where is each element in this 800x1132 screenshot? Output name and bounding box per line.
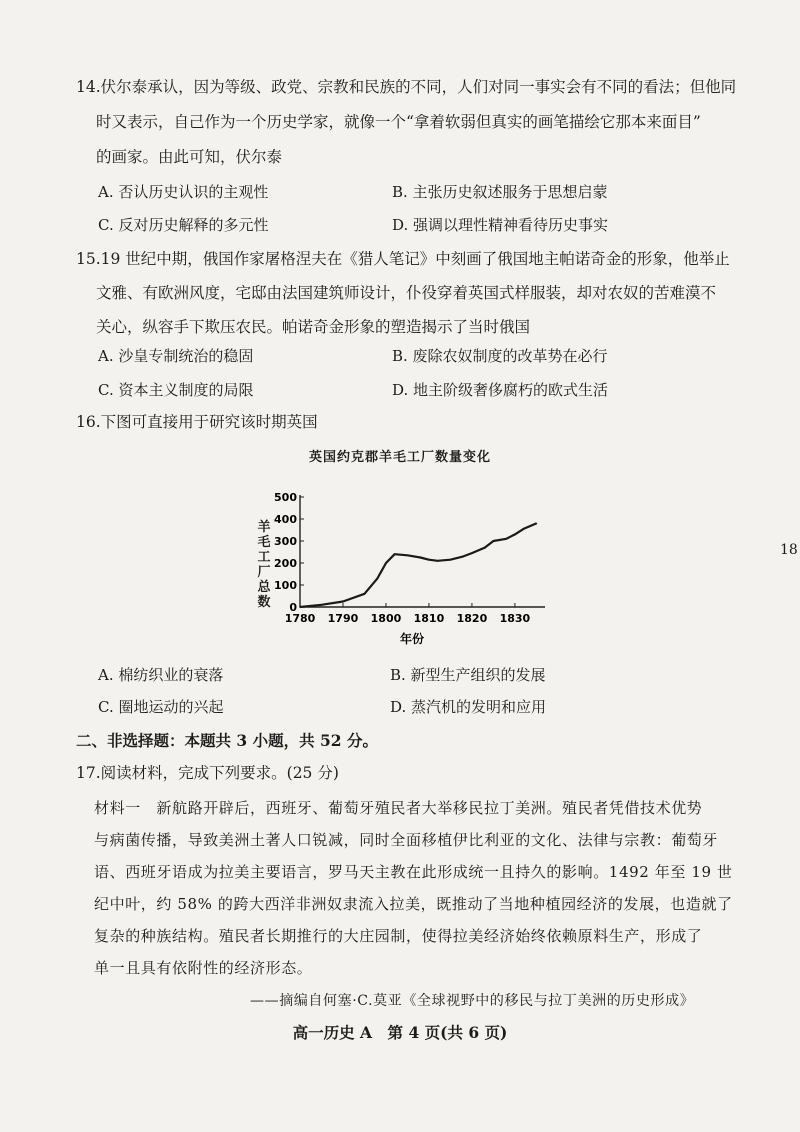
chart-y-tick-label: 200 [274,557,297,570]
chart-data-point [471,552,473,554]
chart-x-tick-label: 1810 [413,612,445,625]
wool-factory-chart [270,485,570,645]
q16-option-c: C. 圈地运动的兴起 [98,698,224,716]
q15-line-3: 关心，纵容手下欺压农民。帕诺奇金形象的塑造揭示了当时俄国 [96,318,531,336]
q17-material-line-1: 材料一 新航路开辟后，西班牙、葡萄牙殖民者大举移民拉丁美洲。殖民者凭借技术优势 [94,799,703,817]
chart-y-tick-label: 500 [274,491,297,504]
q16-stem: 16.下图可直接用于研究该时期英国 [76,413,318,431]
q14-line-3: 的画家。由此可知，伏尔泰 [96,148,283,166]
chart-y-tick-label: 300 [274,535,297,548]
chart-data-point [514,534,516,536]
chart-data-point [420,557,422,559]
chart-data-point [299,606,301,608]
chart-data-point [536,523,538,525]
chart-y-tick-label: 0 [289,601,297,614]
q14-line-1: 14.伏尔泰承认，因为等级、政党、宗教和民族的不同，人们对同一事实会有不同的看法；但他同 [76,78,737,96]
q17-material-line-6: 单一且具有依附性的经济形态。 [94,959,313,977]
chart-x-ticks [285,603,531,625]
chart-data-point [377,578,379,580]
chart-title: 英国约克郡羊毛工厂数量变化 [308,450,491,465]
chart-data-point [450,559,452,561]
chart-data-point [364,593,366,595]
chart-data-point [463,556,465,558]
q15-line-1: 15.19 世纪中期，俄国作家屠格涅夫在《猎人笔记》中刻画了俄国地主帕诺奇金的形象，他举止 [76,250,730,268]
q16-option-a: A. 棉纺织业的衰落 [98,666,224,684]
q15-option-b: B. 废除农奴制度的改革势在必行 [392,347,608,365]
q14-option-a: A. 否认历史认识的主观性 [98,183,269,201]
chart-y-tick-label: 100 [274,579,297,592]
chart-x-tick-label: 1790 [327,612,359,625]
chart-y-label: 羊毛工厂总数 [257,520,271,610]
chart-x-tick-label: 1800 [370,612,402,625]
q16-option-d: D. 蒸汽机的发明和应用 [390,698,547,716]
chart-data-point [407,555,409,557]
chart-series-line [300,523,536,607]
q14-option-d: D. 强调以理性精神看待历史事实 [392,216,609,234]
q14-option-b: B. 主张历史叙述服务于思想启蒙 [392,183,608,201]
q17-source: ——摘编自何塞·C.莫亚《全球视野中的移民与拉丁美洲的历史形成》 [250,993,695,1009]
margin-mark: 18 [780,542,798,558]
chart-x-label: 年份 [399,632,425,645]
q15-option-a: A. 沙皇专制统治的稳固 [98,347,254,365]
chart-x-tick-label: 1830 [499,612,531,625]
chart-x-tick-label: 1820 [456,612,488,625]
chart-axes [300,495,545,607]
q17-material-line-5: 复杂的种族结构。殖民者长期推行的大庄园制，使得拉美经济始终依赖原料生产，形成了 [94,927,703,945]
chart-data-point [506,538,508,540]
chart-data-point [321,604,323,606]
chart-data-point [385,562,387,564]
q17-stem: 17.阅读材料，完成下列要求。(25 分) [76,764,339,782]
section-2-heading: 二、非选择题：本题共 3 小题，共 52 分。 [76,731,378,750]
q15-line-2: 文雅、有欧洲风度，宅邸由法国建筑师设计，仆役穿着英国式样服装，却对农奴的苦难漠不 [96,284,717,302]
q14-option-c: C. 反对历史解释的多元性 [98,216,269,234]
chart-y-tick-label: 400 [274,513,297,526]
q17-material-line-3: 语、西班牙语成为拉美主要语言，罗马天主教在此形成统一且持久的影响。1492 年至 19 世 [94,863,733,881]
q16-option-b: B. 新型生产组织的发展 [390,666,546,684]
chart-data-point [484,547,486,549]
chart-data-point [342,601,344,603]
chart-data-point [437,560,439,562]
q15-option-c: C. 资本主义制度的局限 [98,381,254,399]
page-footer: 高一历史 A 第 4 页(共 6 页) [292,1023,508,1042]
chart-data-point [394,553,396,555]
chart-data-point [493,540,495,542]
chart-data-point [523,528,525,530]
chart-series [299,523,537,608]
q17-material-line-4: 纪中叶，约 58% 的跨大西洋非洲奴隶流入拉美，既推动了当地种植园经济的发展，也造就了 [94,895,733,913]
q17-material-line-2: 与病菌传播，导致美洲土著人口锐减，同时全面移植伊比利亚的文化、法律与宗教：葡萄牙 [94,831,719,849]
q14-line-2: 时又表示，自己作为一个历史学家，就像一个“拿着软弱但真实的画笔描绘它那本来面目” [96,113,701,131]
chart-x-tick-label: 1780 [284,612,316,625]
q15-option-d: D. 地主阶级奢侈腐朽的欧式生活 [392,381,609,399]
chart-data-point [428,559,430,561]
